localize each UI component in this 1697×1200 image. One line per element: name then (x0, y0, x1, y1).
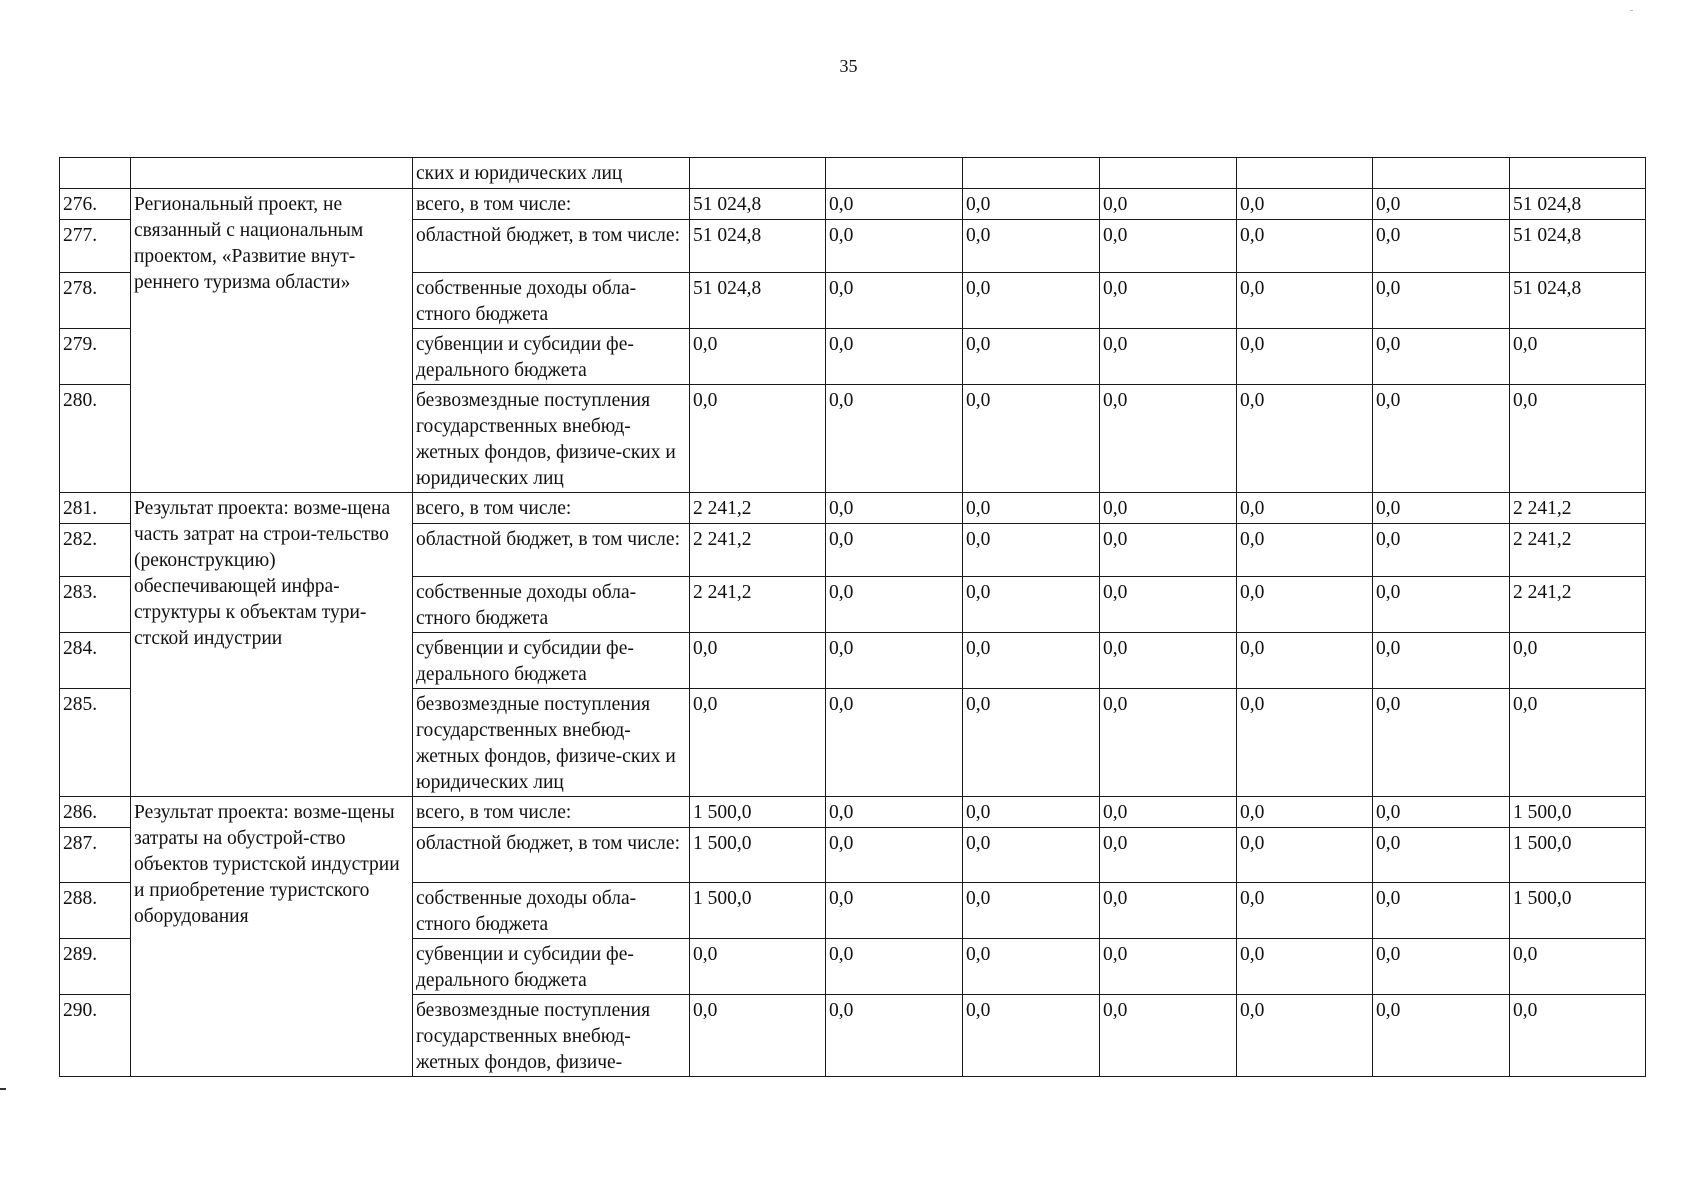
table-row (60, 158, 1646, 189)
row-number: 288. (60, 883, 131, 939)
row-number: 278. (60, 273, 131, 329)
value-cell: 0,0 (1237, 883, 1373, 939)
value-cell: 0,0 (1100, 577, 1237, 633)
value-cell: 0,0 (1100, 329, 1237, 385)
value-cell: 0,0 (826, 273, 963, 329)
value-cell: 0,0 (963, 524, 1100, 577)
value-cell: 0,0 (963, 995, 1100, 1077)
value-cell: 0,0 (690, 939, 826, 995)
value-cell: 0,0 (1237, 797, 1373, 828)
value-cell: 0,0 (1237, 828, 1373, 883)
value-cell: 0,0 (963, 577, 1100, 633)
value-cell: 0,0 (1237, 633, 1373, 689)
value-cell: 2 241,2 (690, 493, 826, 524)
value-cell: 0,0 (690, 995, 826, 1077)
funding-source: всего, в том числе: (413, 189, 690, 220)
value-cell: 0,0 (826, 689, 963, 797)
value-cell: 1 500,0 (690, 828, 826, 883)
value-cell: 0,0 (963, 189, 1100, 220)
row-number: 284. (60, 633, 131, 689)
value-cell: 0,0 (1237, 689, 1373, 797)
value-cell: 0,0 (1373, 633, 1510, 689)
value-cell: 0,0 (1373, 828, 1510, 883)
value-cell: 0,0 (690, 633, 826, 689)
value-cell: 0,0 (1100, 220, 1237, 273)
item-name: Региональный проект, не связанный с национальным проектом, «Развитие внут-реннего туризма области» (131, 189, 413, 493)
value-cell: 2 241,2 (690, 577, 826, 633)
row-number: 279. (60, 329, 131, 385)
value-cell: 51 024,8 (690, 273, 826, 329)
value-cell: 0,0 (963, 385, 1100, 493)
item-name: Результат проекта: возме-щена часть затрат на строи-тельство (реконструкцию) обеспечивающей инфра-структуры к объектам тури-стской индустрии (131, 493, 413, 797)
value-cell: 0,0 (1237, 273, 1373, 329)
value-cell: 51 024,8 (1510, 220, 1646, 273)
value-cell: 1 500,0 (1510, 883, 1646, 939)
scan-dust-mark (1630, 10, 1633, 11)
funding-source: ских и юридических лиц (413, 158, 690, 189)
value-cell: 1 500,0 (690, 797, 826, 828)
row-number: 280. (60, 385, 131, 493)
value-cell: 51 024,8 (690, 220, 826, 273)
value-cell (1373, 158, 1510, 189)
value-cell: 0,0 (1373, 385, 1510, 493)
value-cell: 0,0 (1510, 939, 1646, 995)
table-row (60, 189, 1646, 220)
value-cell: 51 024,8 (690, 189, 826, 220)
row-number: 277. (60, 220, 131, 273)
row-number: 285. (60, 689, 131, 797)
value-cell: 0,0 (826, 577, 963, 633)
value-cell: 0,0 (690, 329, 826, 385)
value-cell: 0,0 (1373, 797, 1510, 828)
funding-source: всего, в том числе: (413, 797, 690, 828)
value-cell: 0,0 (826, 493, 963, 524)
value-cell: 0,0 (1373, 524, 1510, 577)
value-cell: 0,0 (1100, 524, 1237, 577)
value-cell: 51 024,8 (1510, 273, 1646, 329)
value-cell: 0,0 (1237, 189, 1373, 220)
value-cell: 0,0 (1100, 633, 1237, 689)
value-cell (1100, 158, 1237, 189)
value-cell: 2 241,2 (1510, 493, 1646, 524)
value-cell: 0,0 (690, 689, 826, 797)
row-number: 281. (60, 493, 131, 524)
value-cell: 2 241,2 (1510, 524, 1646, 577)
value-cell (963, 158, 1100, 189)
funding-source: собственные доходы обла-стного бюджета (413, 577, 690, 633)
value-cell: 0,0 (826, 524, 963, 577)
value-cell: 0,0 (1237, 329, 1373, 385)
value-cell: 1 500,0 (690, 883, 826, 939)
value-cell (690, 158, 826, 189)
value-cell: 0,0 (1237, 577, 1373, 633)
value-cell: 0,0 (1100, 939, 1237, 995)
value-cell: 0,0 (1237, 995, 1373, 1077)
funding-source: субвенции и субсидии фе-дерального бюджета (413, 633, 690, 689)
value-cell: 2 241,2 (690, 524, 826, 577)
budget-table (59, 157, 1646, 1077)
value-cell: 0,0 (1373, 220, 1510, 273)
value-cell: 0,0 (1510, 385, 1646, 493)
value-cell: 0,0 (1510, 995, 1646, 1077)
value-cell: 0,0 (826, 329, 963, 385)
value-cell: 0,0 (963, 797, 1100, 828)
value-cell: 0,0 (1373, 995, 1510, 1077)
value-cell: 0,0 (826, 883, 963, 939)
row-number: 289. (60, 939, 131, 995)
value-cell: 0,0 (963, 828, 1100, 883)
funding-source: областной бюджет, в том числе: (413, 828, 690, 883)
value-cell: 0,0 (1237, 385, 1373, 493)
value-cell: 0,0 (1100, 883, 1237, 939)
item-name (131, 158, 413, 189)
value-cell: 0,0 (963, 883, 1100, 939)
row-number: 276. (60, 189, 131, 220)
value-cell: 0,0 (1373, 689, 1510, 797)
value-cell: 0,0 (1373, 493, 1510, 524)
table-row (60, 493, 1646, 524)
value-cell: 51 024,8 (1510, 189, 1646, 220)
value-cell: 0,0 (826, 220, 963, 273)
value-cell: 0,0 (963, 273, 1100, 329)
value-cell: 0,0 (826, 385, 963, 493)
funding-source: собственные доходы обла-стного бюджета (413, 883, 690, 939)
value-cell: 0,0 (1373, 329, 1510, 385)
row-number: 287. (60, 828, 131, 883)
value-cell: 0,0 (1100, 273, 1237, 329)
funding-source: безвозмездные поступления государственных внебюд-жетных фондов, физиче-ских и юридических лиц (413, 689, 690, 797)
value-cell: 0,0 (963, 220, 1100, 273)
funding-source: субвенции и субсидии фе-дерального бюджета (413, 329, 690, 385)
value-cell: 0,0 (1373, 939, 1510, 995)
value-cell: 0,0 (1100, 189, 1237, 220)
value-cell: 0,0 (1100, 689, 1237, 797)
funding-source: безвозмездные поступления государственных внебюд-жетных фондов, физиче-ских и юридических лиц (413, 385, 690, 493)
value-cell: 0,0 (1237, 220, 1373, 273)
value-cell: 0,0 (963, 493, 1100, 524)
value-cell: 0,0 (1373, 883, 1510, 939)
funding-source: областной бюджет, в том числе: (413, 524, 690, 577)
value-cell: 0,0 (826, 995, 963, 1077)
value-cell: 0,0 (826, 633, 963, 689)
row-number (60, 158, 131, 189)
value-cell: 0,0 (1100, 828, 1237, 883)
value-cell: 0,0 (1237, 493, 1373, 524)
row-number: 286. (60, 797, 131, 828)
value-cell: 0,0 (963, 939, 1100, 995)
value-cell: 1 500,0 (1510, 828, 1646, 883)
value-cell: 0,0 (826, 939, 963, 995)
value-cell: 0,0 (826, 189, 963, 220)
value-cell: 0,0 (1373, 273, 1510, 329)
item-name: Результат проекта: возме-щены затраты на обустрой-ство объектов туристской индустрии и приобретение туристского оборудования (131, 797, 413, 1077)
value-cell: 0,0 (1510, 633, 1646, 689)
funding-source: безвозмездные поступления государственных внебюд-жетных фондов, физиче- (413, 995, 690, 1077)
scan-edge-mark (0, 1088, 6, 1090)
row-number: 283. (60, 577, 131, 633)
value-cell (1510, 158, 1646, 189)
value-cell: 0,0 (963, 633, 1100, 689)
value-cell: 0,0 (1100, 385, 1237, 493)
table-row (60, 797, 1646, 828)
value-cell: 0,0 (1237, 524, 1373, 577)
value-cell: 0,0 (690, 385, 826, 493)
value-cell (1237, 158, 1373, 189)
funding-source: всего, в том числе: (413, 493, 690, 524)
value-cell: 0,0 (1510, 689, 1646, 797)
value-cell: 1 500,0 (1510, 797, 1646, 828)
value-cell: 0,0 (1237, 939, 1373, 995)
value-cell: 2 241,2 (1510, 577, 1646, 633)
value-cell: 0,0 (1100, 995, 1237, 1077)
value-cell: 0,0 (1510, 329, 1646, 385)
funding-source: собственные доходы обла-стного бюджета (413, 273, 690, 329)
value-cell (826, 158, 963, 189)
row-number: 290. (60, 995, 131, 1077)
value-cell: 0,0 (1100, 493, 1237, 524)
value-cell: 0,0 (963, 689, 1100, 797)
value-cell: 0,0 (826, 797, 963, 828)
value-cell: 0,0 (1373, 577, 1510, 633)
funding-source: субвенции и субсидии фе-дерального бюджета (413, 939, 690, 995)
value-cell: 0,0 (963, 329, 1100, 385)
page-number: 35 (839, 56, 858, 76)
value-cell: 0,0 (826, 828, 963, 883)
row-number: 282. (60, 524, 131, 577)
value-cell: 0,0 (1373, 189, 1510, 220)
value-cell: 0,0 (1100, 797, 1237, 828)
funding-source: областной бюджет, в том числе: (413, 220, 690, 273)
